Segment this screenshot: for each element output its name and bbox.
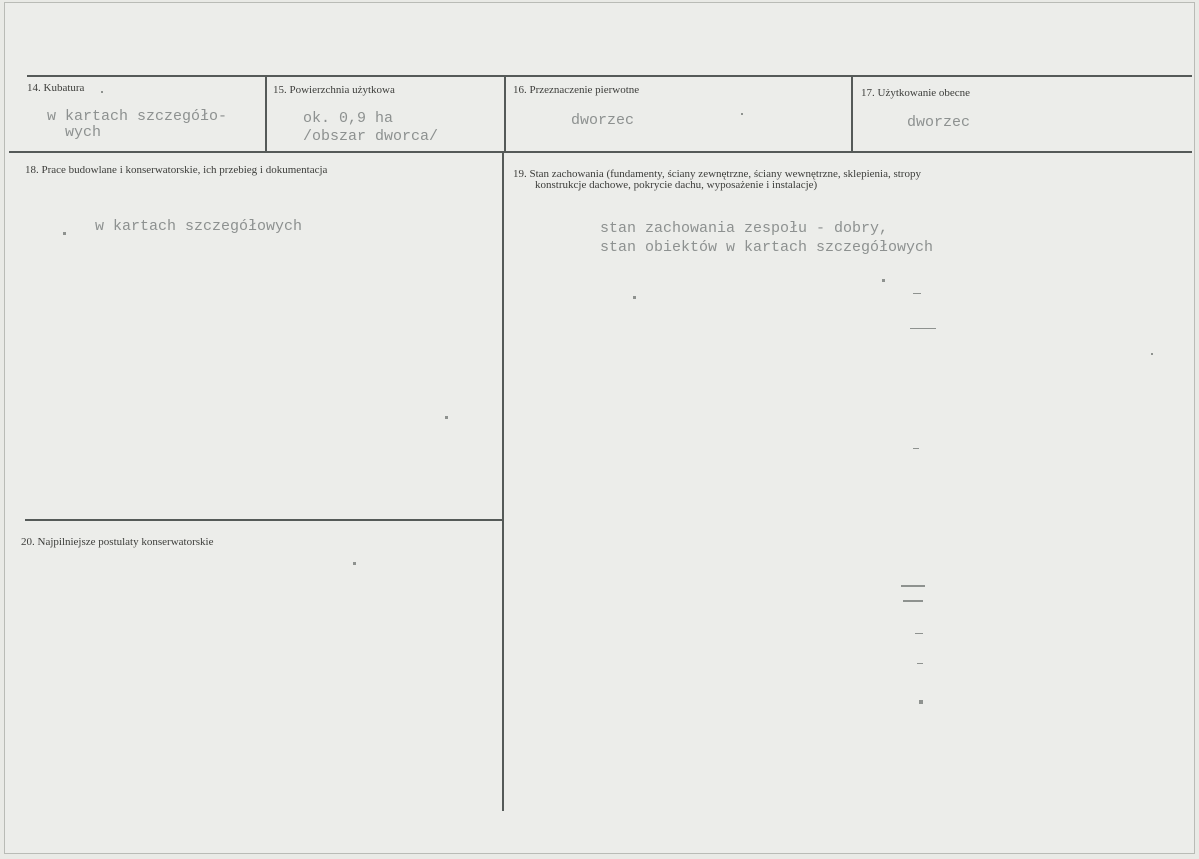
divider-16-17 <box>851 77 853 151</box>
prace-value: w kartach szczegółowych <box>95 218 303 235</box>
kubatura-value-line2: wych <box>65 124 102 141</box>
przeznaczenie-label: 16. Przeznaczenie pierwotne <box>513 84 640 96</box>
stan-label-line2: konstrukcje dachowe, pokrycie dachu, wyposażenie i instalacje) <box>535 179 818 191</box>
powierzchnia-value-line1: ok. 0,9 ha <box>303 110 394 127</box>
main-column-divider <box>502 153 504 811</box>
prace-label: 18. Prace budowlane i konserwatorskie, ich przebieg i dokumentacja <box>25 164 328 176</box>
section18-bottom-rule <box>25 519 503 521</box>
row1-bottom-rule <box>9 151 1192 153</box>
record-card <box>4 2 1195 854</box>
divider-14-15 <box>265 77 267 151</box>
powierzchnia-value-line2: /obszar dworca/ <box>303 128 439 145</box>
powierzchnia-label: 15. Powierzchnia użytkowa <box>273 84 395 96</box>
kubatura-value-line1: w kartach szczegóło- <box>47 108 228 125</box>
postulaty-label: 20. Najpilniejsze postulaty konserwatorskie <box>21 536 214 548</box>
stan-label-line1: 19. Stan zachowania (fundamenty, ściany zewnętrzne, ściany wewnętrzne, sklepienia, stropy <box>513 168 921 180</box>
stan-value-line1: stan zachowania zespołu - dobry, <box>600 220 889 237</box>
przeznaczenie-value: dworzec <box>571 112 635 129</box>
stan-value-line2: stan obiektów w kartach szczegółowych <box>600 239 934 256</box>
divider-15-16 <box>504 77 506 151</box>
kubatura-label: 14. Kubatura <box>27 82 85 94</box>
top-rule <box>27 75 1192 77</box>
uzytkowanie-label: 17. Użytkowanie obecne <box>861 87 971 99</box>
uzytkowanie-value: dworzec <box>907 114 971 131</box>
